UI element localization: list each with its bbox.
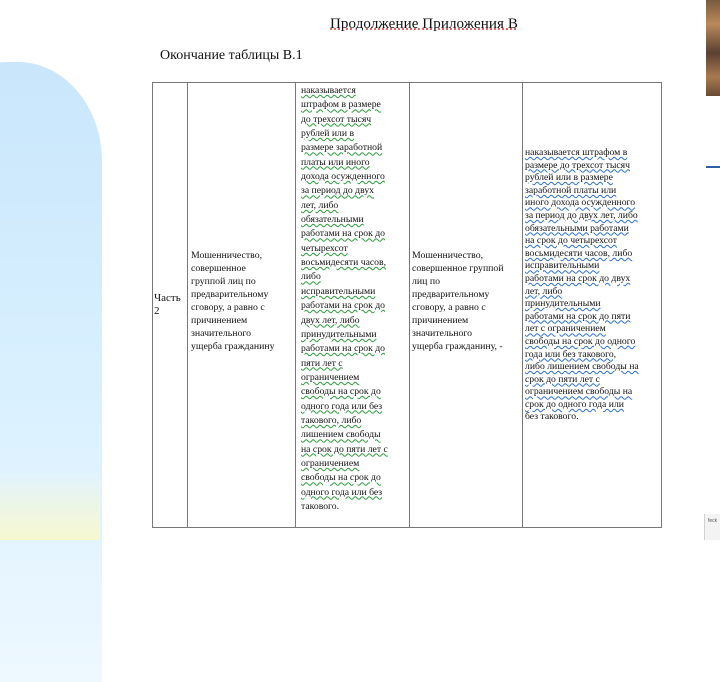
accent-rule <box>706 166 720 168</box>
penalty-new-line: иного дохода осужденного <box>525 197 636 209</box>
penalty-new-line: исправительными <box>525 260 600 272</box>
column-divider <box>295 83 296 527</box>
penalty-old-line: свободы на срок до <box>301 386 381 398</box>
offence-new-cell <box>412 249 522 353</box>
penalty-old-line: восьмидесяти часов, <box>301 257 387 269</box>
penalty-new-line: лет с ограничением <box>525 323 606 335</box>
slide-background-gradient <box>0 470 100 540</box>
penalty-new-line: работами на срок до двух <box>525 272 631 284</box>
penalty-old-line: четырехсот <box>301 242 348 254</box>
penalty-old-line: обязательными <box>301 214 364 226</box>
offence-old-line: группой лиц по <box>191 276 256 287</box>
penalty-old-line: такового. <box>301 500 340 512</box>
offence-new-line: Мошенничество, <box>412 250 484 261</box>
penalty-old-line: либо <box>301 271 321 283</box>
offence-old-line: причинением <box>191 315 248 326</box>
penalty-new-line: свободы на срок до одного <box>525 335 636 347</box>
offence-old-line: предварительному <box>191 289 269 300</box>
penalty-old-line: на срок до пяти лет с <box>301 443 388 455</box>
penalty-new-cell <box>525 147 661 424</box>
part-label: Часть <box>154 292 181 304</box>
offence-old-cell <box>191 249 295 353</box>
column-divider <box>522 83 523 527</box>
offence-new-line: совершенное группой <box>412 263 504 274</box>
penalty-old-line: наказывается <box>301 85 356 96</box>
offence-old-line: сговору, а равно с <box>191 302 265 313</box>
penalty-old-line: пяти лет с <box>301 357 343 369</box>
offence-old-line: совершенное <box>191 263 246 274</box>
penalty-new-line: на срок до четырехсот <box>525 235 617 247</box>
penalty-old-line: такового, либо <box>301 414 362 426</box>
penalty-old-line: свободы на срок до <box>301 472 381 484</box>
penalty-new-line: лет, либо <box>525 285 563 297</box>
penalty-new-line: принудительными <box>525 298 601 310</box>
penalty-old-line: до трехсот тысяч <box>301 113 372 125</box>
table-caption: Окончание таблицы В.1 <box>160 48 303 63</box>
penalty-old-line: работами на срок до <box>301 228 385 240</box>
slide-background-shape <box>0 62 102 682</box>
penalty-old-line: двух лет, либо <box>301 314 360 326</box>
penalty-new-line: обязательными работами <box>525 222 629 234</box>
penalty-old-line: лет, либо <box>301 199 339 211</box>
penalty-old-line: рублей или в <box>301 128 355 140</box>
penalty-new-line: рублей или в размере <box>525 172 613 184</box>
penalty-old-line: размере заработной <box>301 142 383 154</box>
penalty-new-line: срок до одного года или <box>525 398 624 410</box>
document-title: Продолжение Приложения В <box>330 16 519 32</box>
corner-thumbnail: feck <box>704 514 720 540</box>
part-number: 2 <box>154 305 160 317</box>
penalty-old-line: ограничением <box>301 457 360 469</box>
offence-new-line: лиц по <box>412 276 440 287</box>
penalty-new-line: за период до двух лет, либо <box>525 209 638 221</box>
offence-old-line: Мошенничество, <box>191 250 263 261</box>
penalty-old-line: принудительными <box>301 328 377 340</box>
offence-new-line: ущерба гражданину, - <box>412 341 503 352</box>
penalty-new-line: заработной платы или <box>525 184 617 196</box>
penalty-old-cell <box>301 84 409 514</box>
penalty-new-line: либо лишением свободы на <box>525 361 639 373</box>
offence-old-line: ущерба гражданину <box>191 341 275 352</box>
offence-new-line: значительного <box>412 328 473 339</box>
penalty-new-line: срок до пяти лет с <box>525 373 600 385</box>
penalty-old-line: за период до двух <box>301 185 375 197</box>
penalty-new-line: года или без такового, <box>525 348 617 360</box>
corner-photo <box>706 0 720 96</box>
penalty-old-line: одного года или без <box>301 486 383 498</box>
part-cell <box>154 292 186 318</box>
penalty-old-line: платы или иного <box>301 156 370 168</box>
penalty-old-line: ограничением <box>301 371 360 383</box>
penalty-old-line: одного года или без <box>301 400 383 412</box>
penalty-new-line: без такового. <box>525 411 579 423</box>
offence-new-line: предварительному <box>412 289 490 300</box>
penalty-new-line: восьмидесяти часов, либо <box>525 247 633 259</box>
penalty-new-line: работами на срок до пяти <box>525 310 631 322</box>
offence-new-line: сговору, а равно с <box>412 302 486 313</box>
comparison-table <box>152 82 662 528</box>
offence-old-line: значительного <box>191 328 252 339</box>
penalty-new-line: размере до трехсот тысяч <box>525 159 630 171</box>
penalty-old-line: исправительными <box>301 285 376 297</box>
column-divider <box>409 83 410 527</box>
column-divider <box>187 83 188 527</box>
penalty-old-line: дохода осужденного <box>301 171 385 183</box>
penalty-old-line: лишением свободы <box>301 429 381 441</box>
penalty-new-line: ограничением свободы на <box>525 386 633 398</box>
penalty-old-line: работами на срок до <box>301 300 385 312</box>
offence-new-line: причинением <box>412 315 469 326</box>
penalty-old-line: работами на срок до <box>301 343 385 355</box>
penalty-old-line: штрафом в размере <box>301 99 381 111</box>
penalty-new-line: наказывается штрафом в <box>525 147 628 158</box>
